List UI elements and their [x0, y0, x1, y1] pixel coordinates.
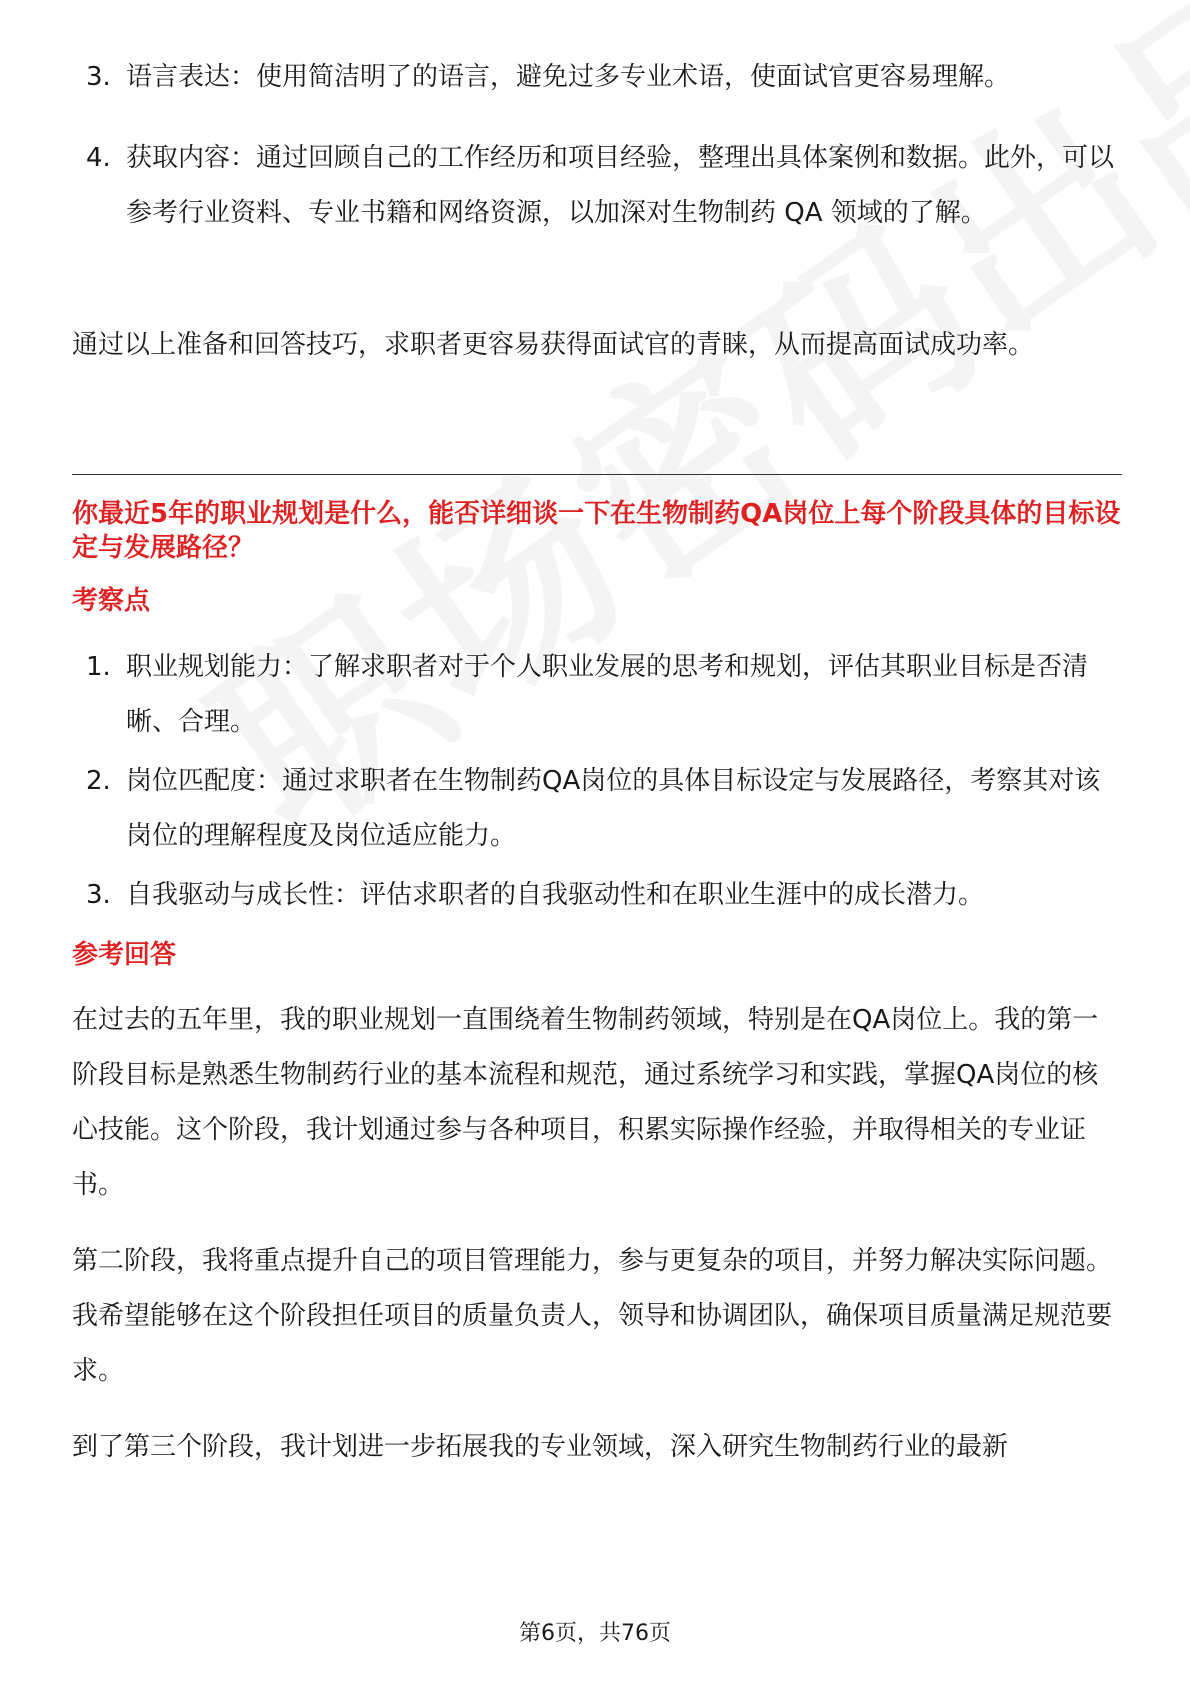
list-item	[72, 754, 1122, 864]
list-number: 3.	[86, 62, 111, 92]
list-number: 2.	[86, 766, 111, 796]
summary-paragraph: 通过以上准备和回答技巧，求职者更容易获得面试官的青睐，从而提高面试成功率。	[72, 330, 1035, 360]
exam-points-list	[72, 640, 1122, 923]
list-number: 1.	[86, 652, 111, 682]
list-text: 岗位匹配度：通过求职者在生物制药QA岗位的具体目标设定与发展路径，考察其对该岗位的理解程度及岗位适应能力。	[126, 766, 1101, 851]
answer-paragraph: 到了第三个阶段，我计划进一步拓展我的专业领域，深入研究生物制药行业的最新	[72, 1432, 1009, 1462]
list-text: 获取内容：通过回顾自己的工作经历和项目经验，整理出具体案例和数据。此外，可以参考行业资料、专业书籍和网络资源，以加深对生物制药 QA 领域的了解。	[126, 143, 1115, 228]
list-item	[72, 50, 1122, 105]
answer-paragraph: 第二阶段，我将重点提升自己的项目管理能力，参与更复杂的项目，并努力解决实际问题。我希望能够在这个阶段担任项目的质量负责人，领导和协调团队，确保项目质量满足规范要求。	[72, 1246, 1113, 1386]
list-text: 语言表达：使用简洁明了的语言，避免过多专业术语，使面试官更容易理解。	[126, 62, 1011, 92]
list-number: 3.	[86, 880, 111, 910]
section-divider	[72, 474, 1122, 475]
list-number: 4.	[86, 143, 111, 173]
page-number: 第6页，共76页	[519, 1621, 671, 1646]
answer-heading: 参考回答	[72, 940, 177, 970]
list-item	[72, 868, 1122, 923]
list-item	[72, 640, 1122, 750]
list-text: 职业规划能力：了解求职者对于个人职业发展的思考和规划，评估其职业目标是否清晰、合理。	[126, 652, 1089, 737]
continued-list	[72, 50, 1122, 241]
list-item	[72, 131, 1122, 241]
answer-paragraph: 在过去的五年里，我的职业规划一直围绕着生物制药领域，特别是在QA岗位上。我的第一阶段目标是熟悉生物制药行业的基本流程和规范，通过系统学习和实践，掌握QA岗位的核心技能。这个阶段，我计划通过参与各种项目，积累实际操作经验，并取得相关的专业证书。	[72, 1005, 1099, 1200]
list-text: 自我驱动与成长性：评估求职者的自我驱动性和在职业生涯中的成长潜力。	[126, 880, 985, 910]
interview-question: 你最近5年的职业规划是什么，能否详细谈一下在生物制药QA岗位上每个阶段具体的目标设定与发展路径？	[72, 499, 1121, 563]
exam-points-heading: 考察点	[72, 586, 151, 616]
